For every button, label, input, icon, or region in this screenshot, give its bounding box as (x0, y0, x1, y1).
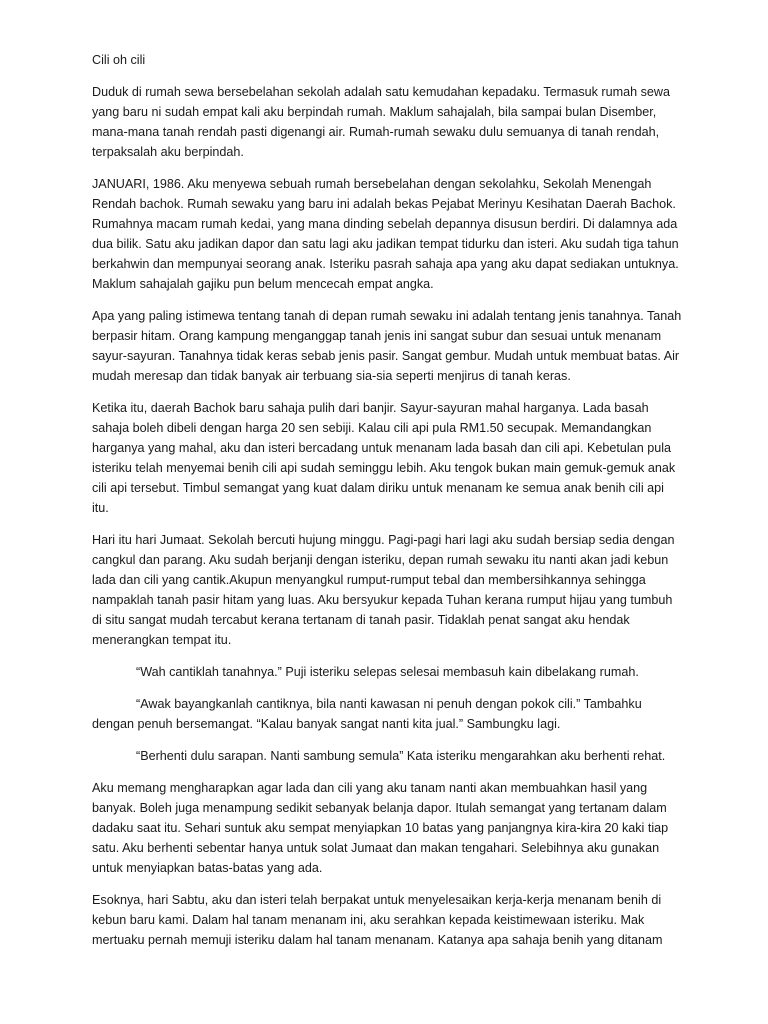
dialogue-paragraph-1: “Wah cantiklah tanahnya.” Puji isteriku selepas selesai membasuh kain dibelakang rumah. (136, 665, 639, 679)
dialogue-paragraph-3: “Berhenti dulu sarapan. Nanti sambung semula” Kata isteriku mengarahkan aku berhenti rehat. (136, 749, 666, 763)
paragraph-6: Aku memang mengharapkan agar lada dan cili yang aku tanam nanti akan membuahkan hasil yang banyak. Boleh juga menampung sedikit sebanyak belanja dapor. Itulah semangat yang tertanam dalam dadaku saat itu. Sehari suntuk aku sempat menyiapkan 10 batas yang panjangnya kira-kira 20 kaki tiap satu. Aku berhenti sebentar hanya untuk solat Jumaat dan makan tengahari. Selebihnya aku gunakan untuk menyiapkan batas-batas yang ada. (92, 781, 669, 875)
document-body (92, 50, 682, 950)
paragraph-7: Esoknya, hari Sabtu, aku dan isteri telah berpakat untuk menyelesaikan kerja-kerja menanam benih di kebun baru kami. Dalam hal tanam menanam ini, aku serahkan kepada keistimewaan isteriku. Mak mertuaku pernah memuji isteriku dalam hal tanam menanam. Katanya apa sahaja benih yang ditanam (92, 893, 663, 947)
paragraph-5: Hari itu hari Jumaat. Sekolah bercuti hujung minggu. Pagi-pagi hari lagi aku sudah bersiap sedia dengan cangkul dan parang. Aku sudah berjanji dengan isteriku, depan rumah sewaku itu nanti akan jadi kebun lada dan cili yang cantik.Akupun menyangkul rumput-rumput tebal dan membersihkannya sehingga nampaklah tanah pasir hitam yang luas. Aku bersyukur kepada Tuhan kerana rumput hijau yang tumbuh di situ sangat mudah tercabut kerana tertanam di tanah pasir. Tidaklah penat sangat aku hendak menerangkan tempat itu. (92, 533, 675, 647)
document-title: Cili oh cili (92, 53, 146, 67)
paragraph-3: Apa yang paling istimewa tentang tanah di depan rumah sewaku ini adalah tentang jenis tanahnya. Tanah berpasir hitam. Orang kampung menganggap tanah jenis ini sangat subur dan sesuai untuk menanam sayur-sayuran. Tanahnya tidak keras sebab jenis pasir. Sangat gembur. Mudah untuk membuat batas. Air mudah meresap dan tidak banyak air terbuang sia-sia seperti menjirus di tanah keras. (92, 309, 682, 383)
paragraph-1: Duduk di rumah sewa bersebelahan sekolah adalah satu kemudahan kepadaku. Termasuk rumah sewa yang baru ni sudah empat kali aku berpindah rumah. Maklum sahajalah, bila sampai bulan Disember, mana-mana tanah rendah pasti digenangi air. Rumah-rumah sewaku dulu semuanya di tanah rendah, terpaksalah aku berpindah. (92, 85, 671, 159)
dialogue-paragraph-2: “Awak bayangkanlah cantiknya, bila nanti kawasan ni penuh dengan pokok cili.” Tambahku dengan penuh bersemangat. “Kalau banyak sangat nanti kita jual.” Sambungku lagi. (92, 697, 642, 731)
paragraph-2: JANUARI, 1986. Aku menyewa sebuah rumah bersebelahan dengan sekolahku, Sekolah Menengah Rendah bachok. Rumah sewaku yang baru ini adalah bekas Pejabat Merinyu Kesihatan Daerah Bachok. Rumahnya macam rumah kedai, yang mana dinding sebelah depannya disusun berdiri. Di dalamnya ada dua bilik. Satu aku jadikan dapor dan satu lagi aku jadikan tempat tidurku dan isteri. Aku sudah tiga tahun berkahwin dan mempunyai seorang anak. Isteriku pasrah sahaja apa yang aku dapat sediakan untuknya. Maklum sahajalah gajiku pun belum mencecah empat angka. (92, 177, 679, 291)
paragraph-4: Ketika itu, daerah Bachok baru sahaja pulih dari banjir. Sayur-sayuran mahal harganya. Lada basah sahaja boleh dibeli dengan harga 20 sen sebiji. Kalau cili api pula RM1.50 secupak. Memandangkan harganya yang mahal, aku dan isteri bercadang untuk menanam lada basah dan cili api. Kebetulan pula isteriku telah menyemai benih cili api sudah seminggu lebih. Aku tengok bukan main gemuk-gemuk anak cili api tersebut. Timbul semangat yang kuat dalam diriku untuk menanam ke semua anak benih cili api itu. (92, 401, 676, 515)
